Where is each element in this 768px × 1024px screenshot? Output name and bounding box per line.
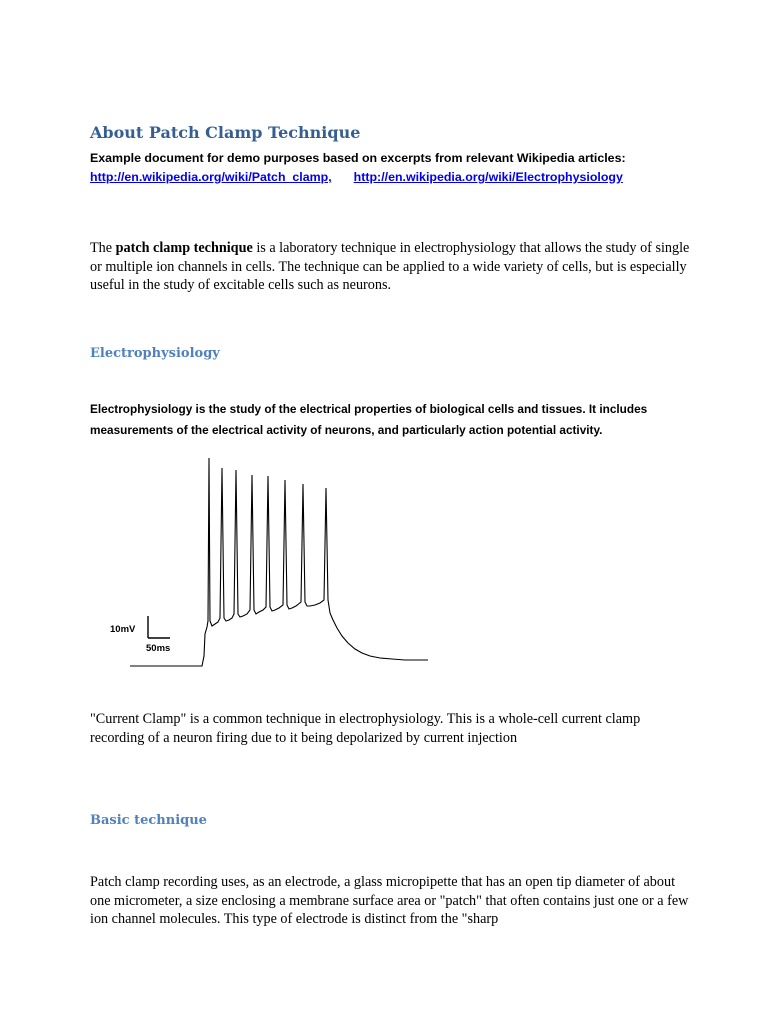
current-clamp-trace (100, 450, 440, 675)
page-title: About Patch Clamp Technique (90, 123, 361, 142)
document-subtitle: Example document for demo purposes based on excerpts from relevant Wikipedia articles: (90, 151, 626, 165)
current-clamp-figure (100, 450, 440, 675)
heading-basic-technique: Basic technique (90, 813, 207, 828)
intro-rest: is a laboratory technique in electrophysiology that allows the study of single or multiple ion channels in cells. The technique can be applied to a wide variety of cells, but is especially useful in the study of excitable cells such as neurons. (90, 240, 690, 293)
basic-technique-paragraph: Patch clamp recording uses, as an electrode, a glass micropipette that has an open tip diameter of about one micrometer, a size enclosing a membrane surface area or "patch" that often contains just one or a few ion channel molecules. This type of electrode is distinct from the "sharp (90, 874, 689, 927)
intro-lead: The (90, 240, 116, 256)
scale-label-time: 50ms (146, 643, 171, 654)
electrophysiology-definition: Electrophysiology is the study of the electrical properties of biological cells and tissues. It includes measurements of the electrical activity of neurons, and particularly action potential activity. (90, 402, 648, 437)
link-patch-clamp[interactable]: http://en.wikipedia.org/wiki/Patch_clamp, (90, 170, 332, 184)
reference-links (90, 170, 623, 184)
figure-caption: "Current Clamp" is a common technique in electrophysiology. This is a whole-cell current clamp recording of a neuron firing due to it being depolarized by current injection (90, 711, 641, 746)
link-electrophysiology[interactable]: http://en.wikipedia.org/wiki/Electrophysiology (353, 170, 623, 184)
intro-bold-term: patch clamp technique (115, 240, 253, 256)
intro-paragraph (90, 239, 690, 295)
heading-electrophysiology: Electrophysiology (90, 346, 220, 361)
scale-label-voltage: 10mV (110, 624, 136, 635)
voltage-trace (130, 458, 428, 666)
